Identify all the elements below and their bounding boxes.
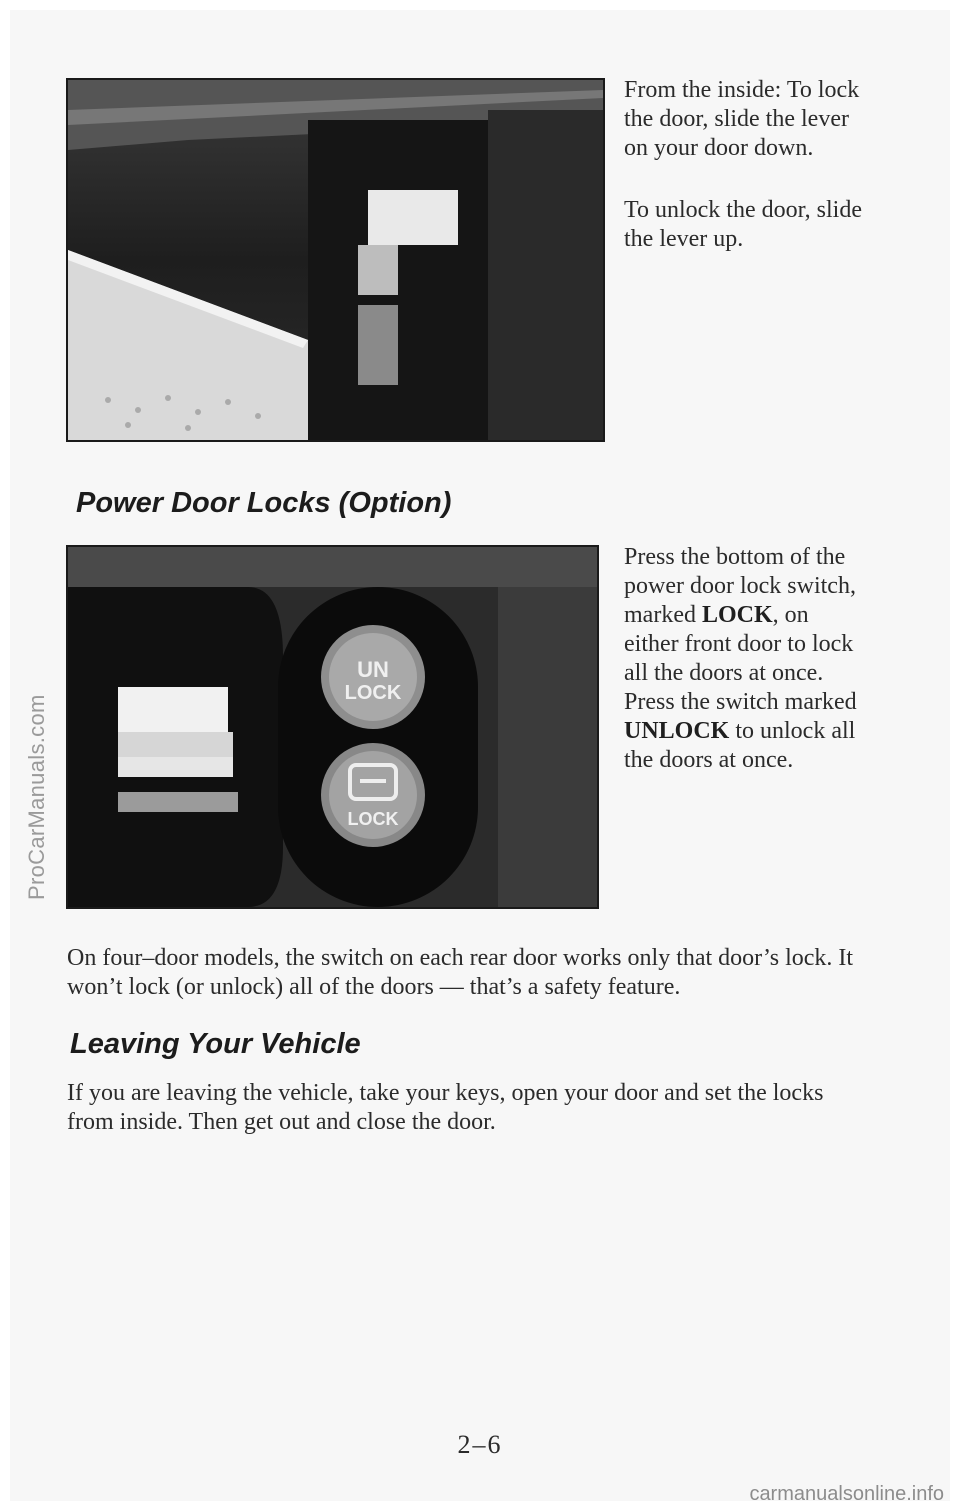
unlock-keyword: UNLOCK — [624, 718, 730, 744]
rear-door-note: On four–door models, the switch on each rear door works only that door’s lock. It won’t lock (or unlock) all of the doors — that’s a safety feature. — [67, 945, 854, 1000]
bottom-watermark: carmanualsonline.info — [749, 1483, 944, 1505]
intro-paragraph-2: To unlock the door, slide the lever up. — [624, 197, 862, 252]
page-number: 2–6 — [457, 1430, 503, 1459]
power-door-locks-heading: Power Door Locks (Option) — [76, 487, 452, 519]
intro-paragraph-1: From the inside: To lock the door, slide the lever on your door down. — [624, 77, 860, 161]
leaving-vehicle-paragraph: If you are leaving the vehicle, take your keys, open your door and set the locks from inside. Then get out and close the door. — [67, 1080, 824, 1135]
switch-lock-label: LOCK — [347, 809, 399, 829]
power-lock-switch-photo — [66, 545, 599, 909]
leaving-vehicle-heading: Leaving Your Vehicle — [70, 1028, 361, 1060]
door-lock-lever-photo — [66, 78, 605, 442]
side-watermark: ProCarManuals.com — [24, 694, 49, 900]
switch-unlock-label-line-2: LOCK — [344, 682, 402, 704]
lock-keyword: LOCK — [701, 602, 773, 628]
switch-unlock-label-line-1: UN — [357, 657, 389, 682]
power-locks-paragraph: Press the bottom of the power door lock switch, marked LOCK, on either front door to lock all the doors at once. Press the switch marked UNLOCK to unlock all the doors at once. — [624, 544, 857, 773]
